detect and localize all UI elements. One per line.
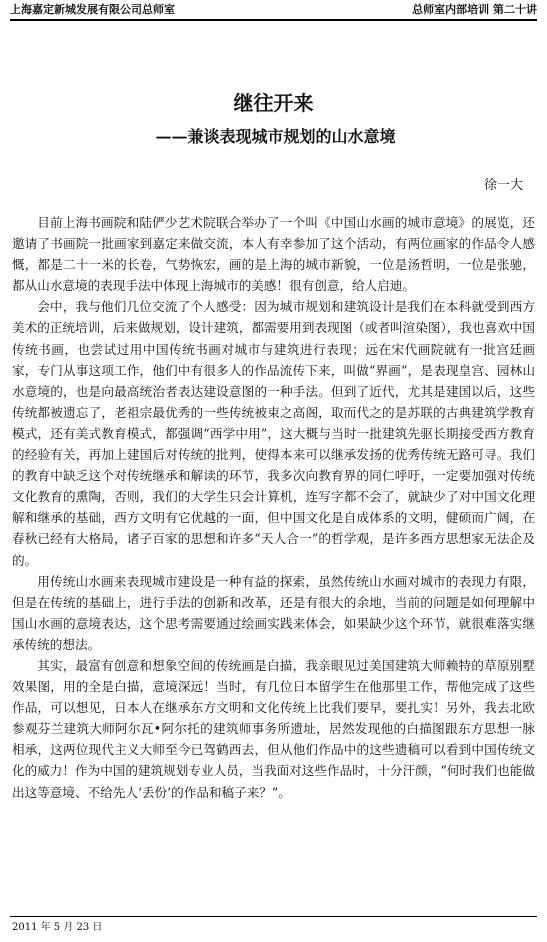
page-header xyxy=(10,2,537,18)
header-company: 上海嘉定新城发展有限公司总师室 xyxy=(10,3,175,16)
article-author: 徐一大 xyxy=(483,178,523,193)
article-subtitle: ——兼谈表现城市规划的山水意境 xyxy=(155,127,396,146)
article-body xyxy=(12,212,535,803)
footer-divider xyxy=(10,916,537,917)
header-divider xyxy=(10,19,537,21)
paragraph: 其实，最富有创意和想象空间的传统画是白描，我亲眼见过美国建筑大师赖特的草原别墅效果图，用的全是白描，意境深远！当时，有几位日本留学生在他那里工作，帮他完成了这些作品，可以想见，日本人在继承东方文明和文化传统上比我们要早，要扎实！另外，我去北欧参观芬兰建筑大师阿尔瓦•阿尔托的建筑师事务所遗址，居然发现他的白描图跟东方思想一脉相承，这两位现代主义大师至今已驾鹤西去，但从他们作品中的这些遗稿可以看到中国传统文化的威力！作为中国的建筑规划专业人员，当我面对这些作品时，十分汗颜，“何时我们也能做出这等意境、不给先人‘丢份’的作品和稿子来？”。 xyxy=(12,657,535,800)
paragraph: 会中，我与他们几位交流了个人感受：因为城市规划和建筑设计是我们在本科就受到西方美术的正统培训，后来做规划，设计建筑，都需要用到表现图（或者叫渲染图），我也喜欢中国传统书画，也尝试过用中国传统书画对城市与建筑进行表现；远在宋代画院就有一批宫廷画家，专门从事这项工作，他们中有很多人的作品流传下来，叫做“界画”，是表现皇宫、园林山水意境的，也是向最高统治者表达建设意图的一种手法。但到了近代，尤其是建国以后，这些传统都被遗忘了，老祖宗最优秀的一些传统被束之高阁，取而代之的是苏联的古典建筑学教育模式，还有美式教育模式，都强调“西学中用”，这大概与当时一批建筑先驱长期接受西方教育的经验有关，再加上建国后对传统的批判，使得本来可以继承发扬的优秀传统无路可寻。我们的教育中缺乏这个对传统继承和解读的环节，我多次向教育界的同仁呼吁，一定要加强对传统文化教育的熏陶，否则，我们的大学生只会计算机，连写字都不会了，就缺少了对中国文化理解和继承的基础，西方文明有它优越的一面，但中国文化是自成体系的文明，健硕而广阔，在春秋已经有大格局，诸子百家的思想和许多“天人合一”的哲学观，是许多西方思想家无法企及的。 xyxy=(12,299,535,568)
paragraph: 用传统山水画来表现城市建设是一种有益的探索，虽然传统山水画对城市的表现力有限，但是在传统的基础上，进行手法的创新和改革，还是有很大的余地，当前的问题是如何理解中国山水画的意境表达，这个思考需要通过绘画实践来体会，如果缺少这个环节，就很难落实继承传统的想法。 xyxy=(12,573,535,652)
footer-date: 2011 年 5 月 23 日 xyxy=(12,922,103,933)
paragraph: 目前上海书画院和陆俨少艺术院联合举办了一个叫《中国山水画的城市意境》的展览，还邀请了书画院一批画家到嘉定来做交流，本人有幸参加了这个活动，有两位画家的作品令人感慨，都是二十一米的长卷，气势恢宏，画的是上海的城市新貌，一位是汤哲明，一位是张驰，都从山水意境的表现手法中体现上海城市的美感！很有创意，给人启迪。 xyxy=(12,215,535,294)
header-lecture-info: 总师室内部培训 第二十讲 xyxy=(412,3,537,16)
article-title: 继往开来 xyxy=(233,91,314,115)
